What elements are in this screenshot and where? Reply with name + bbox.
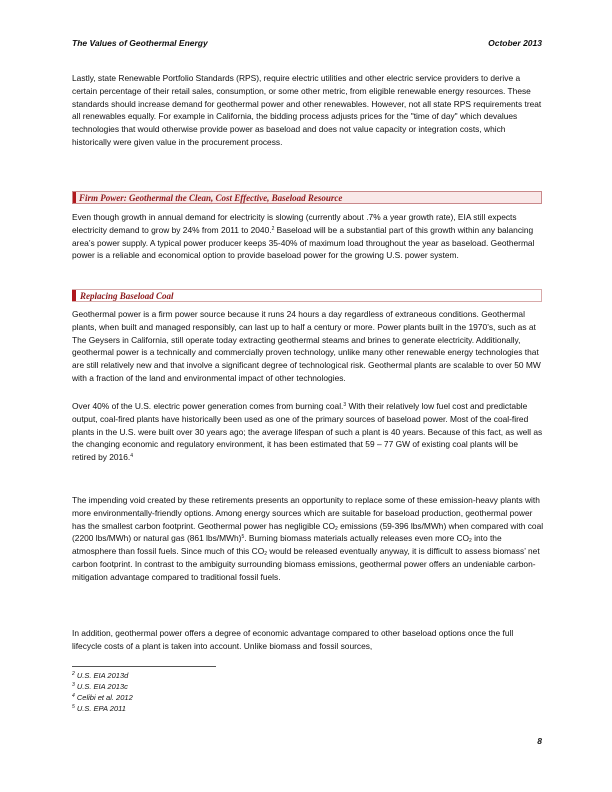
- subsection-heading-coal: [72, 289, 542, 302]
- text-run: With their relatively low fuel cost and predictable output, coal-fired plants have historically been used as one of the primary sources of baseload power. Most of the coal-fired plants in the U.S. were built over 30 years ago; the average lifespan of such a plant is 40 years. Because of this fact, as well as the changing economic and regulatory environment, it has been estimated that 59 – 77 GW of existing coal plants will be retired by 2016.: [72, 401, 543, 463]
- footnote-ref: 3: [343, 402, 347, 408]
- text-run: The impending void created by these retirements presents an opportunity to replace some of these emission-heavy plants with more environmentally-friendly options. Among energy sources which are suitable for baseload production, geothermal power has the smallest carbon footprint. Geothermal power has negligible CO: [72, 495, 540, 531]
- coal-paragraph-4: In addition, geothermal power offers a degree of economic advantage compared to other baseload options once the full lifecycle costs of a plant is taken into account. Unlike biomass and fossil sources,: [72, 628, 514, 651]
- text-run: would be released eventually anyway, it is difficult to assess biomass’ net carbon footprint. In contrast to the ambiguity surrounding biomass emissions, geothermal power offers an undeniable carbon-mitigation advantage compared to traditional fossil fuels.: [72, 546, 540, 582]
- subsection-heading-accent: [72, 290, 76, 301]
- coal-paragraph-3: [72, 494, 544, 584]
- subscript: 2: [469, 538, 472, 545]
- footnote-text: U.S. EIA 2013d: [74, 671, 129, 680]
- text-run: Baseload will be a substantial part of this growth within any balancing area’s power supply. A typical power producer keeps 35-40% of maximum load throughout the year as baseload. Geothermal power is a reliable and economical option to provide baseload power for the growing U.S. power system.: [72, 224, 535, 261]
- footnote-ref: 5: [241, 534, 245, 541]
- section-heading-text: Firm Power: Geothermal the Clean, Cost Effective, Baseload Resource: [79, 193, 343, 203]
- text-run: emissions (59-396 lbs/MWh) when compared with coal (2200 lbs/MWh) or natural gas (861 lbs/MWh): [72, 520, 544, 544]
- intro-paragraph: Lastly, state Renewable Portfolio Standards (RPS), require electric utilities and other electric service providers to derive a certain percentage of their retail sales, consumption, or some other metric, from eligible renewable energy resources. These standards should increase demand for geothermal power and other renewables. However, not all state RPS requirements treat all renewables equally. For example in California, the bidding process adjusts prices for the "time of day" which devalues technologies that would otherwise provide power as baseload and does not value capacity or integration costs, which historically were given value in the procurement process.: [72, 73, 542, 147]
- subscript: 2: [335, 525, 338, 532]
- footnote-ref: 4: [130, 453, 133, 460]
- subscript: 2: [264, 551, 268, 558]
- firm-power-paragraph: [72, 211, 544, 262]
- text-run: into the atmosphere than fossil fuels. Since much of this CO: [72, 533, 502, 557]
- footnote-number: 3: [72, 682, 75, 688]
- footnote-ref: 2: [271, 225, 275, 232]
- footnote-number: 5: [72, 704, 75, 710]
- section-heading-firm-power: [72, 191, 542, 204]
- text-run: Even though growth in annual demand for electricity is slowing (currently about .7% a year growth rate), EIA still expects electricity demand to grow by 24% from 2011 to 2040.: [72, 212, 517, 235]
- footnote: [72, 703, 133, 714]
- page-header: [72, 38, 542, 52]
- text-run: Over 40% of the U.S. electric power generation comes from burning coal.: [72, 401, 344, 411]
- section-heading-accent: [73, 192, 76, 203]
- footnote: [72, 681, 133, 692]
- footnote-text: U.S. EIA 2013c: [74, 682, 128, 691]
- footnote: [72, 692, 133, 703]
- footnote: [72, 670, 133, 681]
- footnote-number: 4: [72, 693, 75, 699]
- document-title: The Values of Geothermal Energy: [72, 38, 208, 48]
- subsection-heading-text: Replacing Baseload Coal: [80, 291, 174, 301]
- page-number: 8: [537, 736, 542, 746]
- document-date: October 2013: [488, 38, 542, 48]
- coal-paragraph-1: Geothermal power is a firm power source because it runs 24 hours a day regardless of extraneous conditions. Geothermal plants, when built and managed responsibly, can last up to half a century or more. Power plants built in the 1970’s, such as at The Geysers in California, still operate today extracting geothermal steams and brines to generate electricity. Additionally, geothermal power is a technically and commercially proven technology, unlike many other renewable energy technologies that are still relatively new and that involve a significant degree of technological risk. Geothermal plants are scalable to over 50 MW with a fraction of the land and environmental impact of other technologies.: [72, 309, 541, 383]
- footnote-number: 2: [72, 671, 75, 677]
- footnote-divider: [72, 666, 216, 667]
- footnote-text: Celibi et al. 2012: [74, 693, 133, 702]
- coal-paragraph-2: [72, 400, 544, 464]
- footnotes: [72, 670, 133, 714]
- footnote-text: U.S. EPA 2011: [74, 704, 126, 713]
- text-run: . Burning biomass materials actually releases even more CO: [244, 533, 470, 544]
